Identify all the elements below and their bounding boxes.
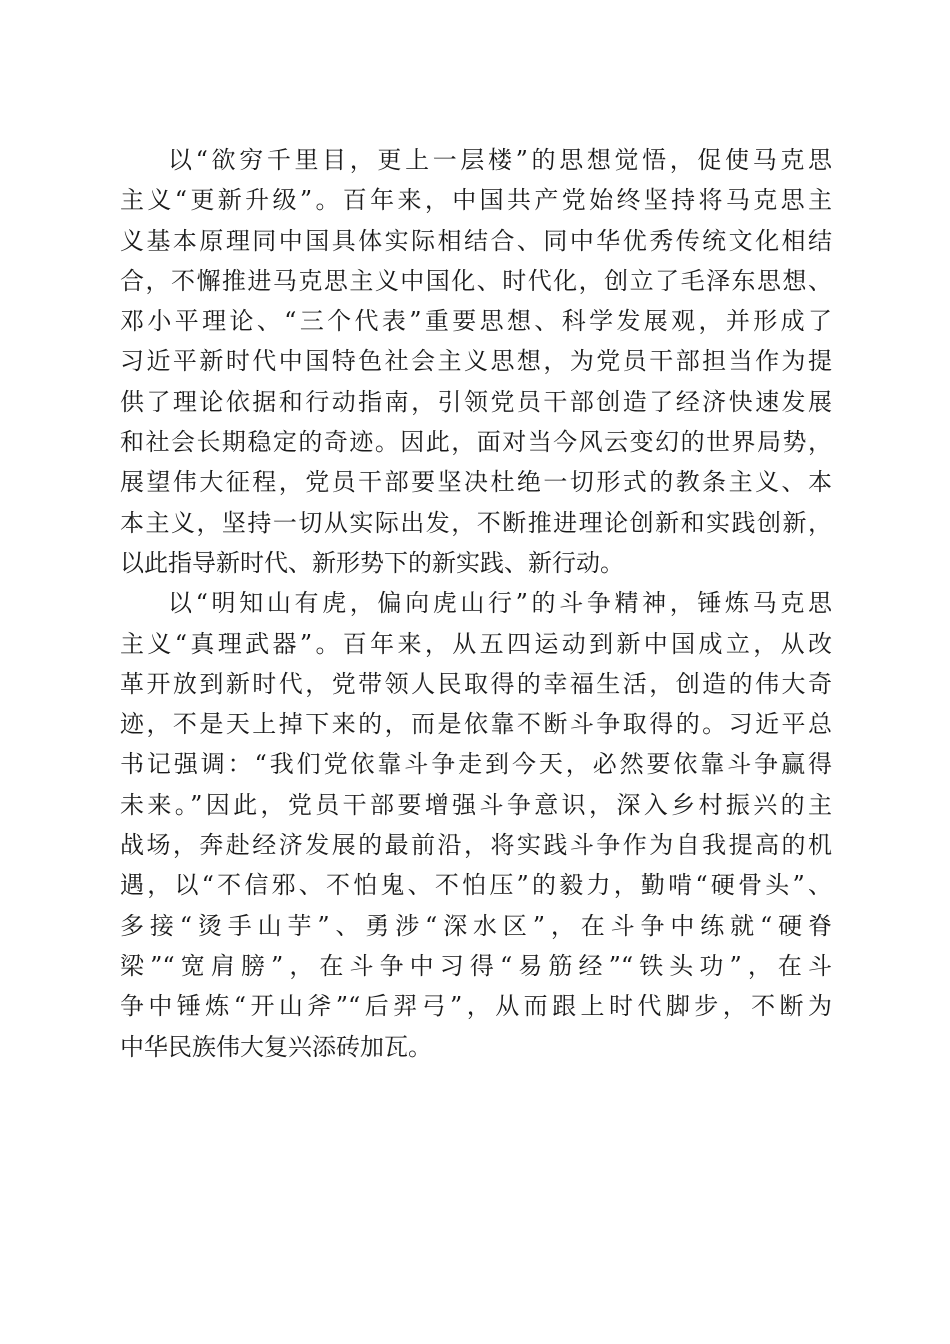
paragraph-line: 书记强调：“我们党依靠斗争走到今天，必然要依靠斗争赢得 xyxy=(120,750,832,779)
paragraph-line: 习近平新时代中国特色社会主义思想，为党员干部担当作为提 xyxy=(120,347,832,376)
paragraph-line: 遇，以“不信邪、不怕鬼、不怕压”的毅力，勤啃“硬骨头”、 xyxy=(120,871,832,900)
paragraph-line: 未来。”因此，党员干部要增强斗争意识，深入乡村振兴的主 xyxy=(120,790,832,819)
paragraph-line: 义基本原理同中国具体实际相结合、同中华优秀传统文化相结 xyxy=(120,226,832,255)
paragraph-line: 革开放到新时代，党带领人民取得的幸福生活，创造的伟大奇 xyxy=(120,669,832,698)
paragraph-line: 邓小平理论、“三个代表”重要思想、科学发展观，并形成了 xyxy=(120,307,832,336)
paragraph-line: 合，不懈推进马克思主义中国化、时代化，创立了毛泽东思想、 xyxy=(120,266,832,295)
paragraph-line: 供了理论依据和行动指南，引领党员干部创造了经济快速发展 xyxy=(120,387,832,416)
paragraph-line: 争中锤炼“开山斧”“后羿弓”，从而跟上时代脚步，不断为 xyxy=(120,992,832,1021)
paragraph-line: 以“明知山有虎，偏向虎山行”的斗争精神，锤炼马克思 xyxy=(168,589,832,618)
paragraph-1 xyxy=(120,140,832,583)
paragraph-line: 以此指导新时代、新形势下的新实践、新行动。 xyxy=(120,548,624,577)
paragraph-2 xyxy=(120,583,832,1067)
paragraph-line: 梁”“宽肩膀”，在斗争中习得“易筋经”“铁头功”，在斗 xyxy=(120,951,832,980)
paragraph-line: 以“欲穷千里目，更上一层楼”的思想觉悟，促使马克思 xyxy=(168,146,832,174)
paragraph-line: 战场，奔赴经济发展的最前沿，将实践斗争作为自我提高的机 xyxy=(120,831,832,860)
paragraph-line: 多接“烫手山芋”、勇涉“深水区”，在斗争中练就“硬脊 xyxy=(120,911,832,940)
paragraph-line: 本主义，坚持一切从实际出发，不断推进理论创新和实践创新， xyxy=(120,508,832,537)
paragraph-line: 主义“更新升级”。百年来，中国共产党始终坚持将马克思主 xyxy=(120,186,832,215)
paragraph-line: 和社会长期稳定的奇迹。因此，面对当今风云变幻的世界局势， xyxy=(120,428,832,457)
body-text xyxy=(120,140,832,1067)
paragraph-line: 展望伟大征程，党员干部要坚决杜绝一切形式的教条主义、本 xyxy=(120,468,832,497)
paragraph-line: 迹，不是天上掉下来的，而是依靠不断斗争取得的。习近平总 xyxy=(120,710,832,739)
paragraph-line: 中华民族伟大复兴添砖加瓦。 xyxy=(120,1032,432,1061)
paragraph-line: 主义“真理武器”。百年来，从五四运动到新中国成立，从改 xyxy=(120,629,832,658)
